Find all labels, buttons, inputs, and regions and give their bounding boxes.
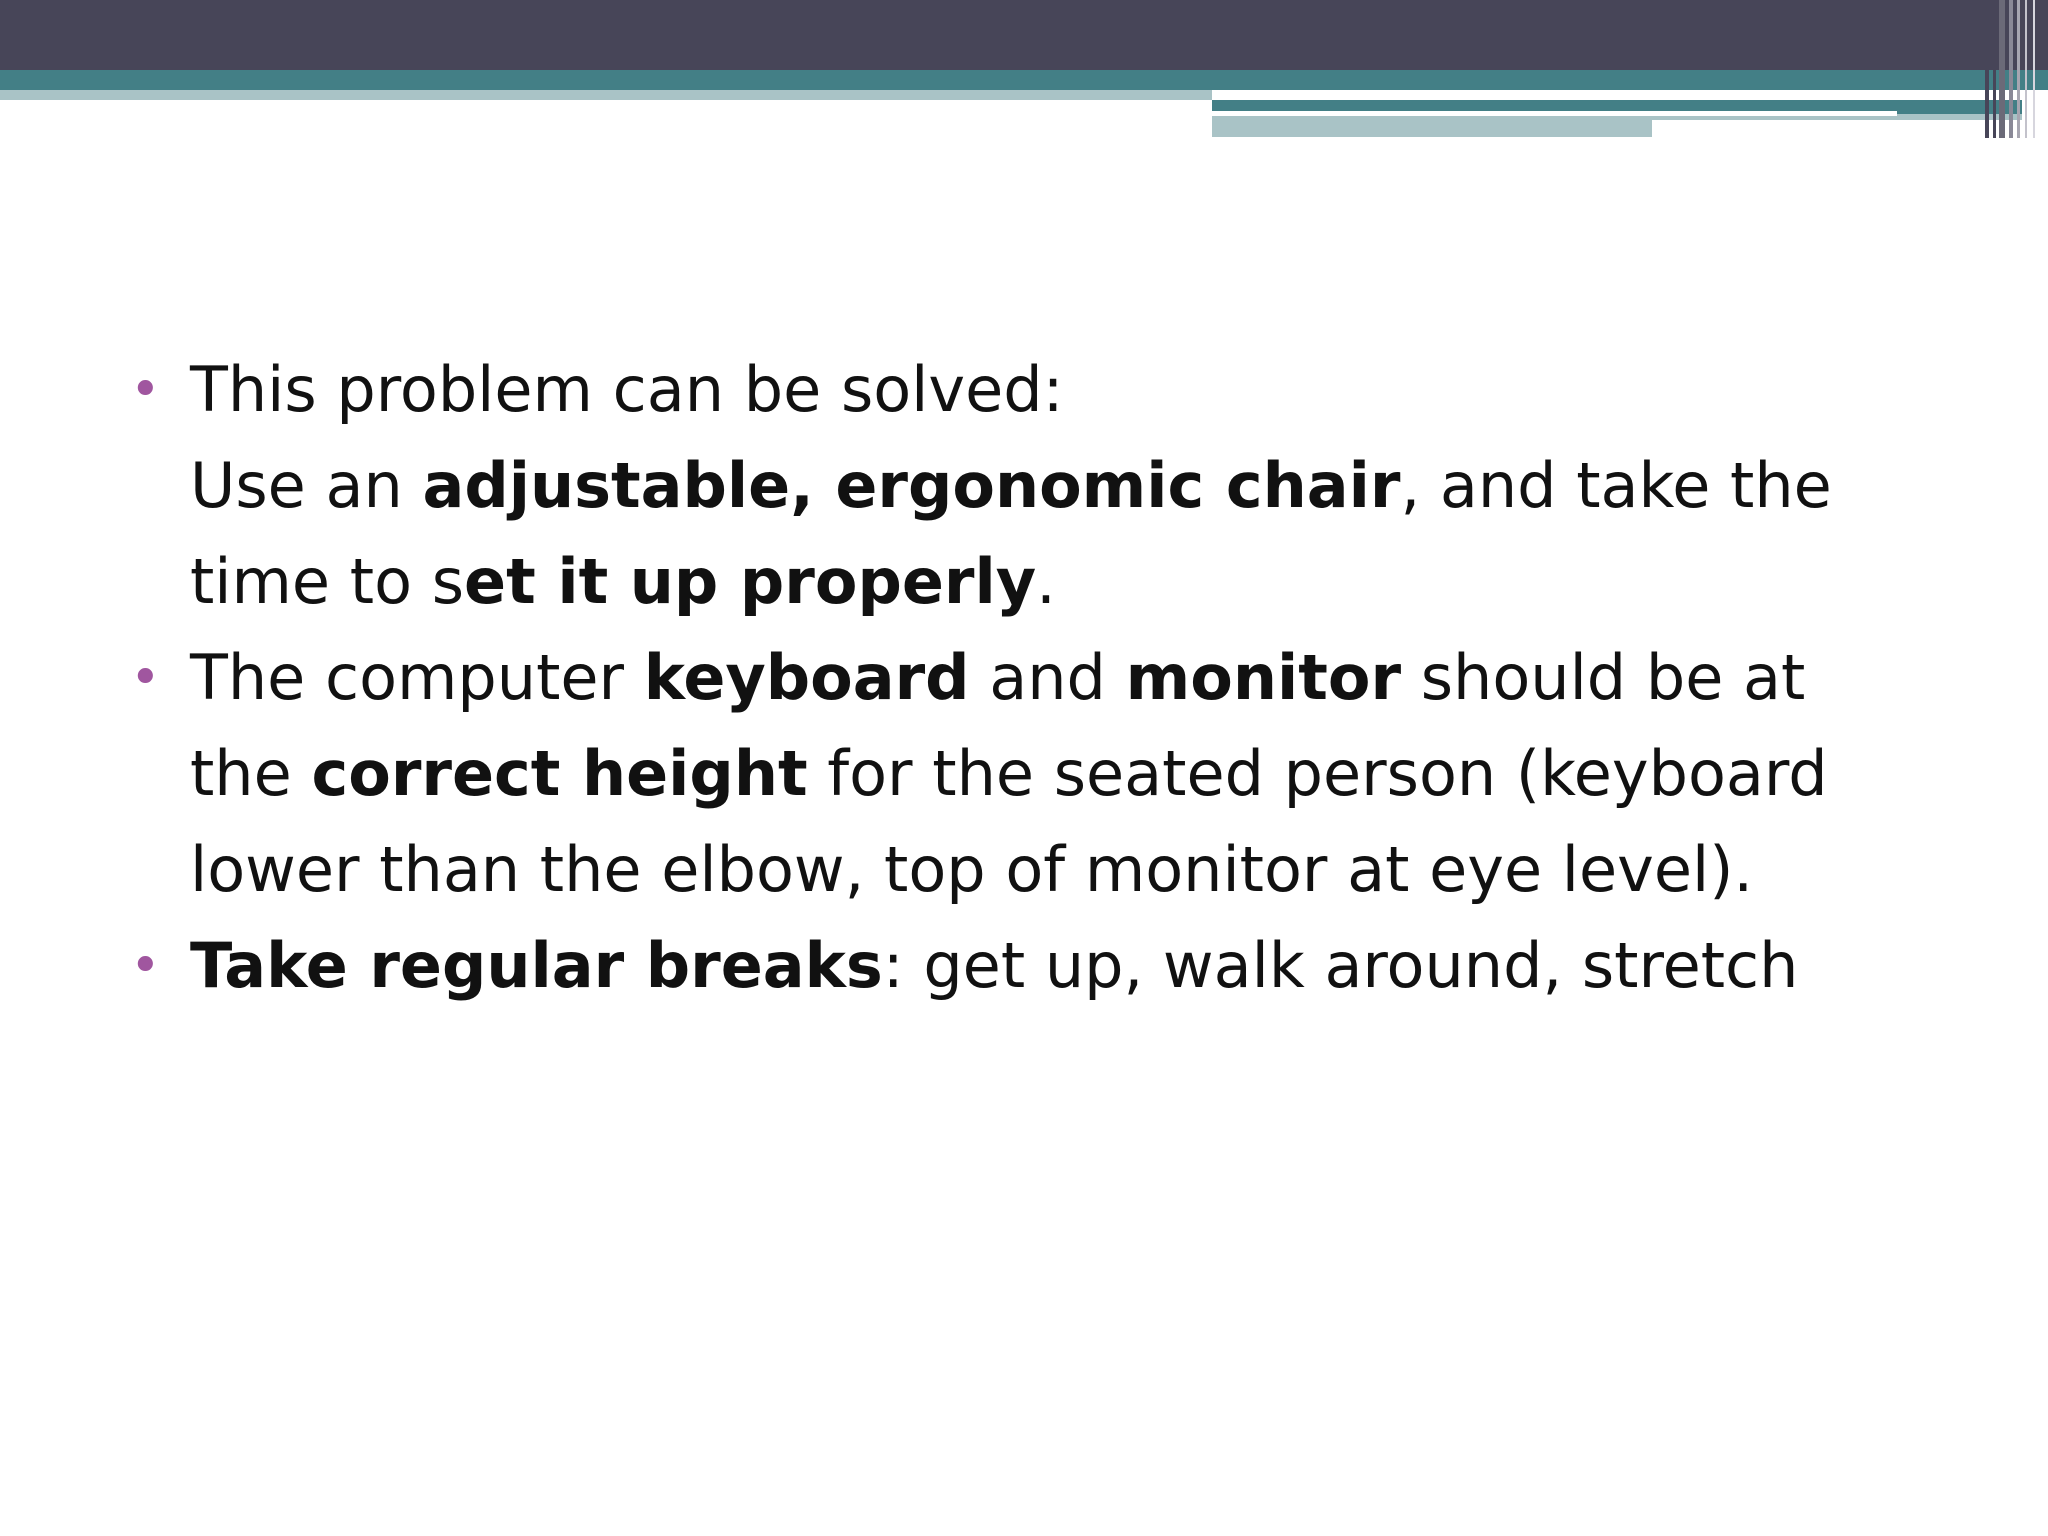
bold-run: correct height [311, 737, 808, 810]
bullet-dot-icon: • [130, 648, 161, 708]
bold-run: Take regular breaks [190, 929, 883, 1002]
bullet-item-breaks [130, 918, 1910, 1014]
bold-run: monitor [1125, 641, 1402, 714]
header-dark-band [0, 0, 2048, 70]
text-run: . [1036, 545, 1056, 618]
header-teal-band [0, 70, 2048, 90]
bullet-text [190, 918, 1910, 1014]
text-run: , and take the time to s [190, 449, 1832, 618]
bold-run: adjustable, ergonomic chair [422, 449, 1401, 522]
bullet-item-keyboard-monitor [130, 630, 1910, 918]
bullet-text [190, 342, 1910, 630]
text-run: Use an [190, 449, 423, 522]
header-corner-stripes [1985, 0, 2048, 138]
bold-run: keyboard [643, 641, 970, 714]
bold-run: et it up properly [464, 545, 1037, 618]
slide-body [130, 342, 1910, 1014]
bullet-list [130, 342, 1910, 1014]
header-light-band-right-3 [1212, 120, 1652, 137]
text-run: The computer [190, 641, 644, 714]
text-run: for the seated person (keyboard lower than the elbow, top of monitor at eye level). [190, 737, 1828, 906]
bullet-text [190, 630, 1910, 918]
text-run: should be at the [190, 641, 1806, 810]
bullet-dot-icon: • [130, 936, 161, 996]
header-white-line [1212, 111, 1897, 116]
text-run: : get up, walk around, stretch [882, 929, 1799, 1002]
header-light-band-left [0, 90, 1212, 100]
text-run: and [969, 641, 1126, 714]
bullet-line: This problem can be solved: [190, 353, 1064, 426]
bullet-dot-icon: • [130, 360, 161, 420]
bullet-item-chair [130, 342, 1910, 630]
